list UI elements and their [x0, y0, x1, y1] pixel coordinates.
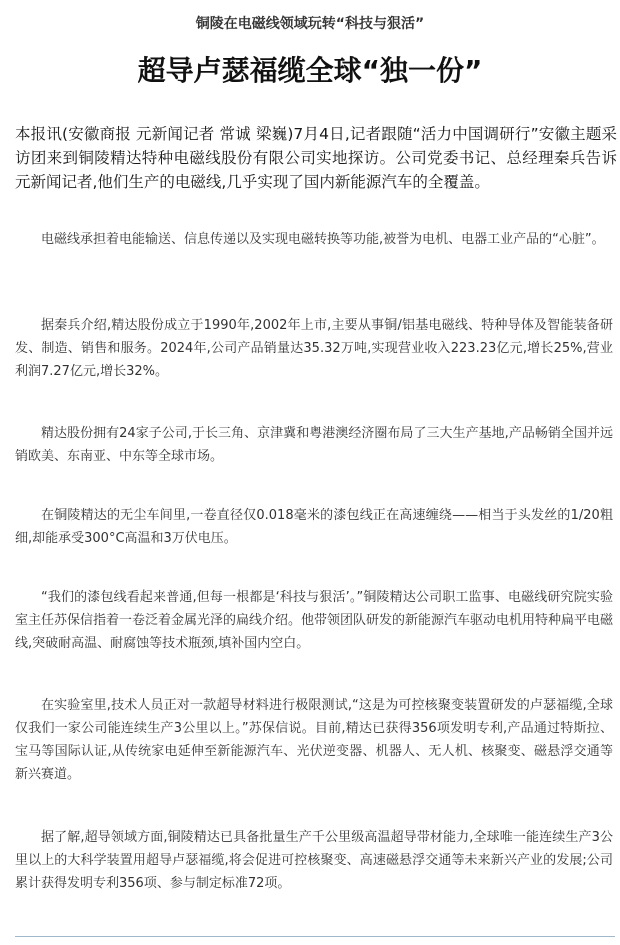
- bottom-divider: [15, 936, 615, 937]
- article-paragraph-7: 据了解,超导领域方面,铜陵精达已具备批量生产千公里级高温超导带材能力,全球唯一能连续生产3公里以上的大科学装置用超导卢瑟福缆,将会促进可控核聚变、高速磁悬浮交通等未来新兴产业的发展;公司累计获得发明专利356项、参与制定标准72项。: [15, 830, 613, 891]
- article-headline: 超导卢瑟福缆全球“独一份”: [137, 54, 483, 87]
- article-subtitle: 铜陵在电磁线领域玩转“科技与狠活”: [195, 16, 425, 32]
- article-paragraph-4: 在铜陵精达的无尘车间里,一卷直径仅0.018毫米的漆包线正在高速缠绕——相当于头发丝的1/20粗细,却能承受300°C高温和3万伏电压。: [15, 508, 613, 546]
- article-paragraph-2: 据秦兵介绍,精达股份成立于1990年,2002年上市,主要从事铜/铝基电磁线、特种导体及智能装备研发、制造、销售和服务。2024年,公司产品销量达35.32万吨,实现营业收入223.23亿元,增长25%,营业利润7.27亿元,增长32%。: [15, 318, 613, 379]
- article-lead-paragraph: 本报讯(安徽商报 元新闻记者 常诚 梁巍)7月4日,记者跟随“活力中国调研行”安徽主题采访团来到铜陵精达特种电磁线股份有限公司实地探访。公司党委书记、总经理秦兵告诉元新闻记者,他们生产的电磁线,几乎实现了国内新能源汽车的全覆盖。: [15, 125, 617, 191]
- article-paragraph-1: 电磁线承担着电能输送、信息传递以及实现电磁转换等功能,被誉为电机、电器工业产品的“心脏”。: [41, 232, 605, 247]
- article-paragraph-3: 精达股份拥有24家子公司,于长三角、京津冀和粤港澳经济圈布局了三大生产基地,产品畅销全国并远销欧美、东南亚、中东等全球市场。: [15, 426, 613, 464]
- article-paragraph-5: “我们的漆包线看起来普通,但每一根都是‘科技与狠活’。”铜陵精达公司职工监事、电磁线研究院实验室主任苏保信指着一卷泛着金属光泽的扁线介绍。他带领团队研发的新能源汽车驱动电机用特种扁平电磁线,突破耐高温、耐腐蚀等技术瓶颈,填补国内空白。: [15, 590, 614, 651]
- article-paragraph-6: 在实验室里,技术人员正对一款超导材料进行极限测试,“这是为可控核聚变装置研发的卢瑟福缆,全球仅我们一家公司能连续生产3公里以上。”苏保信说。目前,精达已获得356项发明专利,产品通过特斯拉、宝马等国际认证,从传统家电延伸至新能源汽车、光伏逆变器、机器人、无人机、核聚变、磁悬浮交通等新兴赛道。: [15, 698, 613, 782]
